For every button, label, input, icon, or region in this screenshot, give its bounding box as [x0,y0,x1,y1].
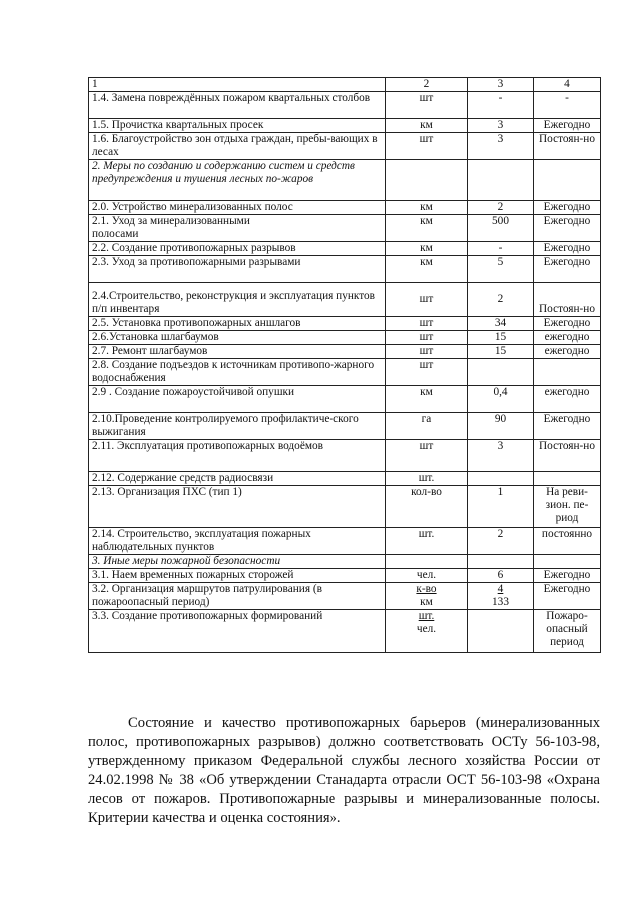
table-row [89,440,601,472]
unit-cell: км [386,256,468,283]
period-cell: - [534,92,601,119]
unit-cell: шт [386,331,468,345]
table-row [89,133,601,160]
table-row [89,528,601,555]
amount-cell: 6 [468,569,534,583]
unit-value: шт. [418,610,435,622]
amount-cell: 2 [468,283,534,317]
measure-cell: 2.2. Создание противопожарных разрывов [89,242,386,256]
period-cell: Ежегодно [534,215,601,242]
unit-value: к-во [416,583,437,595]
period-cell: Постоян-но [534,133,601,160]
period-cell: Постоян-но [534,440,601,472]
unit-cell: шт [386,359,468,386]
period-cell: Ежегодно [534,413,601,440]
amount-cell: 90 [468,413,534,440]
amount-cell [468,472,534,486]
unit-cell: км [386,119,468,133]
table-row [89,331,601,345]
period-cell [534,160,601,201]
measure-cell: 2.11. Эксплуатация противопожарных водоёмов [89,440,386,472]
table-row [89,283,601,317]
measure-cell: 2.13. Организация ПХС (тип 1) [89,486,386,528]
amount-cell: 2 [468,201,534,215]
measure-cell: 2.6.Установка шлагбаумов [89,331,386,345]
measure-cell: 3.2. Организация маршрутов патрулирования (в пожароопасный период) [89,583,386,610]
measure-cell: 1.4. Замена повреждённых пожаром квартальных столбов [89,92,386,119]
amount-cell: 34 [468,317,534,331]
body-paragraph [88,714,600,828]
section-row [89,555,601,569]
amount-cell: 3 [468,119,534,133]
unit-cell: га [386,413,468,440]
table-header-row [89,78,601,92]
unit-cell: шт [386,92,468,119]
measure-cell: 2.1. Уход за минерализованными полосами [89,215,386,242]
unit-cell: км [386,201,468,215]
measures-table [88,77,601,653]
header-cell: 4 [534,78,601,92]
paragraph-text: Состояние и качество противопожарных барьеров (минерализованных полос, противопожарных разрывов) должно соответствовать ОСТу 56-103-98, утвержденному приказом Федеральной службы лесного хозяйства России от 24.02.1998 № 38 «Об утверждении Станадарта отрасли ОСТ 56-103-98 «Охрана лесов от пожаров. Противопожарные разрывы и минерализованные полосы. Критерии качества и оценка состояния». [88,715,600,826]
table-row [89,583,601,610]
amount-cell [468,583,534,610]
amount-cell: - [468,92,534,119]
amount-cell: 2 [468,528,534,555]
unit-cell: шт [386,283,468,317]
period-cell: Пожаро-опасный период [534,610,601,653]
unit-cell [386,555,468,569]
table-row [89,486,601,528]
unit-cell: кол-во [386,486,468,528]
measure-cell: 3.1. Наем временных пожарных сторожей [89,569,386,583]
amount-cell [468,160,534,201]
period-cell: ежегодно [534,386,601,413]
unit-cell: шт [386,440,468,472]
amount-value: 4 [497,583,504,595]
table-row [89,317,601,331]
measure-cell: 2.4.Строительство, реконструкция и эксплуатация пунктов п/п инвентаря [89,283,386,317]
unit-cell: шт [386,133,468,160]
amount-cell [468,359,534,386]
period-cell: Ежегодно [534,256,601,283]
measure-cell: 1.6. Благоустройство зон отдыха граждан, пребы-вающих в лесах [89,133,386,160]
header-cell: 2 [386,78,468,92]
amount-value: 133 [492,596,509,608]
amount-cell: 15 [468,331,534,345]
measure-cell: 2.5. Установка противопожарных аншлагов [89,317,386,331]
measure-cell: 2.12. Содержание средств радиосвязи [89,472,386,486]
unit-cell: шт [386,317,468,331]
measure-cell: 3.3. Создание противопожарных формирований [89,610,386,653]
table-row [89,359,601,386]
measure-cell: 2.0. Устройство минерализованных полос [89,201,386,215]
unit-cell: км [386,215,468,242]
amount-cell [468,610,534,653]
amount-cell: 5 [468,256,534,283]
amount-cell: - [468,242,534,256]
unit-cell: чел. [386,569,468,583]
unit-cell [386,160,468,201]
amount-cell [468,555,534,569]
period-cell: Ежегодно [534,119,601,133]
table-row [89,610,601,653]
period-cell [534,359,601,386]
unit-cell [386,583,468,610]
table-row [89,386,601,413]
table-row [89,256,601,283]
unit-value: чел. [416,623,437,635]
table-row [89,569,601,583]
period-cell: Ежегодно [534,569,601,583]
table-row [89,119,601,133]
period-cell: Ежегодно [534,317,601,331]
table-row [89,413,601,440]
period-cell [534,472,601,486]
amount-cell: 3 [468,133,534,160]
measure-cell: 2.3. Уход за противопожарными разрывами [89,256,386,283]
section-title: 2. Меры по созданию и содержанию систем и средств предупреждения и тушения лесных по-жаров [89,160,386,201]
table-row [89,345,601,359]
amount-cell: 0,4 [468,386,534,413]
amount-cell: 1 [468,486,534,528]
amount-cell: 500 [468,215,534,242]
table-row [89,201,601,215]
header-cell: 3 [468,78,534,92]
section-title: 3. Иные меры пожарной безопасности [89,555,386,569]
period-cell: Постоян-но [534,283,601,317]
section-row [89,160,601,201]
unit-cell: км [386,386,468,413]
period-cell [534,555,601,569]
period-cell: Ежегодно [534,583,601,610]
unit-cell: км [386,242,468,256]
period-cell: постоянно [534,528,601,555]
period-cell: Ежегодно [534,242,601,256]
measure-cell: 2.14. Строительство, эксплуатация пожарных наблюдательных пунктов [89,528,386,555]
unit-cell: шт [386,345,468,359]
period-cell: Ежегодно [534,201,601,215]
period-cell: На реви-зион. пе-риод [534,486,601,528]
table-row [89,242,601,256]
table-row [89,92,601,119]
period-cell: ежегодно [534,345,601,359]
measure-cell: 2.8. Создание подъездов к источникам противопо-жарного водоснабжения [89,359,386,386]
table-row [89,472,601,486]
measure-cell: 1.5. Прочистка квартальных просек [89,119,386,133]
unit-cell: шт. [386,472,468,486]
amount-cell: 3 [468,440,534,472]
measure-cell: 2.10.Проведение контролируемого профилактиче-ского выжигания [89,413,386,440]
unit-cell: шт. [386,528,468,555]
measure-cell: 2.9 . Создание пожароустойчивой опушки [89,386,386,413]
period-cell: ежегодно [534,331,601,345]
amount-cell: 15 [468,345,534,359]
measure-cell: 2.7. Ремонт шлагбаумов [89,345,386,359]
table-row [89,215,601,242]
unit-value: км [420,596,433,608]
unit-cell [386,610,468,653]
header-cell: 1 [89,78,386,92]
